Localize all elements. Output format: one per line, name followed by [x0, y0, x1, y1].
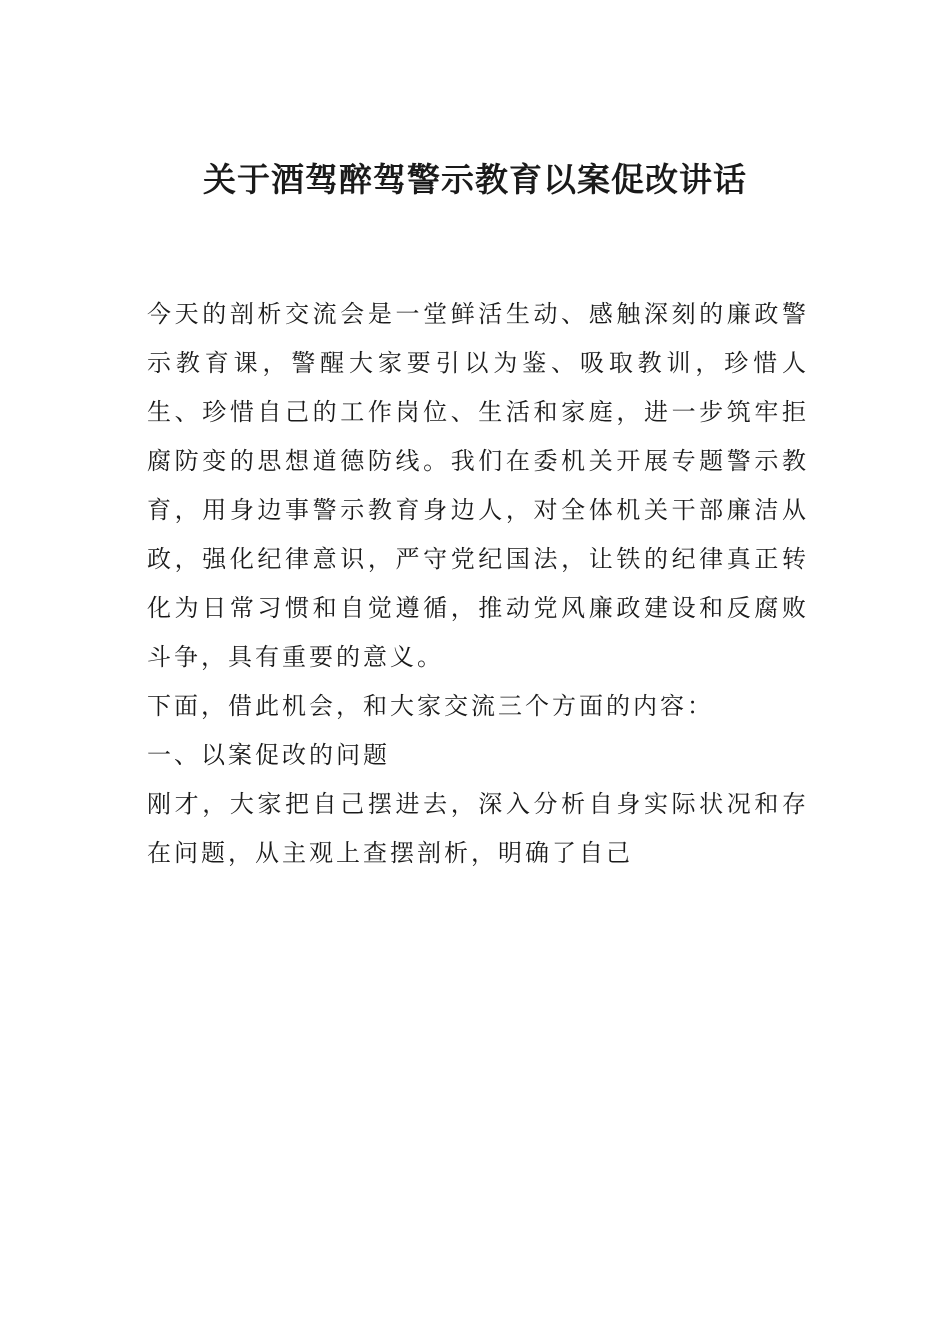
document-body [147, 290, 809, 878]
paragraph-transition: 下面，借此机会，和大家交流三个方面的内容： [147, 692, 714, 720]
section-heading-1: 一、以案促改的问题 [147, 741, 390, 769]
paragraph-intro: 今天的剖析交流会是一堂鲜活生动、感触深刻的廉政警示教育课，警醒大家要引以为鉴、吸取教训，珍惜人生、珍惜自己的工作岗位、生活和家庭，进一步筑牢拒腐防变的思想道德防线。我们在委机关开展专题警示教育，用身边事警示教育身边人，对全体机关干部廉洁从政，强化纪律意识，严守党纪国法，让铁的纪律真正转化为日常习惯和自觉遵循，推动党风廉政建设和反腐败斗争，具有重要的意义。 [147, 300, 809, 671]
document-title: 关于酒驾醉驾警示教育以案促改讲话 [203, 160, 747, 199]
paragraph-section-1: 刚才，大家把自己摆进去，深入分析自身实际状况和存在问题，从主观上查摆剖析，明确了自己 [147, 790, 809, 867]
